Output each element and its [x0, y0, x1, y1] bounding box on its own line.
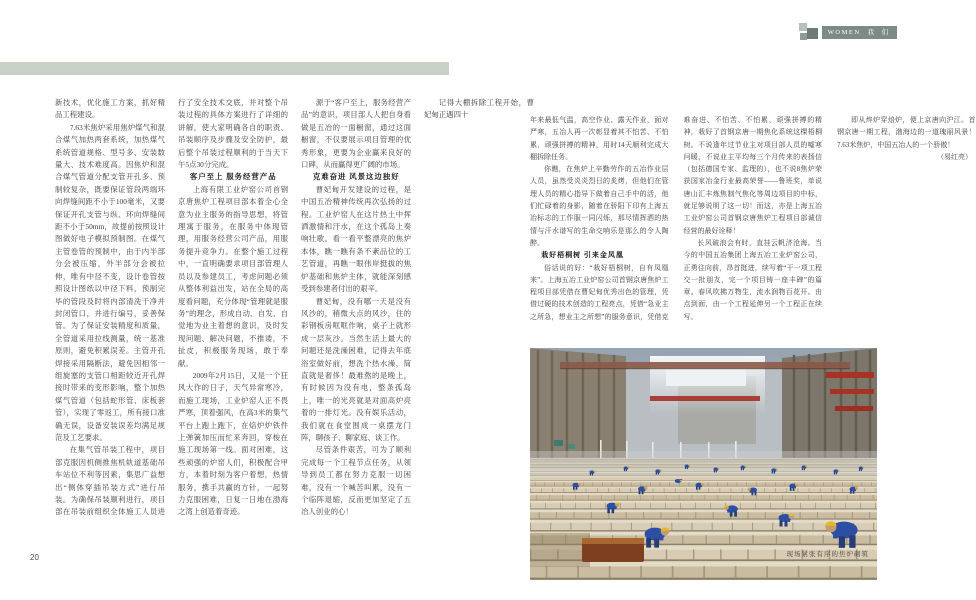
article-photo	[530, 348, 877, 567]
section-title-en: WOMEN	[827, 29, 861, 36]
article-paragraph: 在集气管吊装工程中，项目部克服因机侧推焦机轨道基础吊车站位不利等因素，集思广益想出“侧体穿插吊装方式”进行吊装。为确保吊装顺利进行，项目部在吊装前组织全体施工人员进行了安全技术交底，并对整个吊装过程的具体方案进行了详细的讲解，使大家明确各自的职责、吊装顺序及步骤及安全防护，最后整个吊装过程顺利的于当天下午5点30分完成。	[55, 98, 288, 517]
article-paragraph: 源于“客户至上，服务经营产品”的意识，项目部人人把自身看做是五冶的一面橱窗，通过这面橱窗，不仅要展示项目管理的优秀形象，更要为企业赢来良好的口碑，从而赢得更广阔的市场。	[301, 98, 411, 170]
section-header-bar	[822, 26, 897, 39]
article-paragraph: 俗话说的好：“栽好梧桐树，自有凤凰来”。上海五冶工业炉窑公司首钢京唐焦炉工程项目部凭借在曹妃甸优秀出色的管理，凭借过硬的技术创造的工程亮点，凭借“急业主之所急，想业主之所想”的服务意识，凭借克难奋进、不怕苦、不怕累、顽强拼搏的精神，栽好了首钢京唐一期焦化系统这棵梧桐树。不说逢年过节业主对项目部人员的嘘寒问暖，不说业主平均每三个月传来的表扬信（包括德国专家、监理的），也不说8焦炉荣获国家冶金行业最高荣誉——鲁班奖，单说唐山汇丰炼焦制气焦化等周边项目的中标，就足够说明了这一切！而这，亦是上海五冶工业炉窑公司首钢京唐焦炉工程项目部诚信经营的最好诠释！	[530, 116, 822, 321]
article-paragraph: 即从焠炉穿焙炉，便上京唐向沪江。首钢京唐一期工程，渤海边的一道瑰丽风景！7.63米焦炉，中国五冶人的一个骄傲！	[837, 116, 976, 149]
photo-crane-beam	[560, 362, 850, 368]
article-paragraph: 尽管条件艰苦，可为了顺利完成每一个工程节点任务，从领导到员工都在努力克服一切困难，没有一个喊苦叫累，没有一个临阵退缩，反而更加坚定了五冶人创业的心！	[301, 445, 411, 517]
left-page-article-text	[55, 97, 534, 521]
page-number: 20	[30, 553, 39, 562]
photo-red-banner-right-1	[826, 372, 874, 378]
header-checker-square-light	[799, 23, 807, 31]
photo-back-wall	[626, 356, 782, 466]
photo-mortar-trough	[582, 538, 644, 562]
article-heading: 克难奋进 风景这边独好	[312, 172, 400, 182]
photo-red-banner-right-3	[835, 406, 873, 411]
article-paragraph: 你瞧，在焦炉上辛勤劳作的五冶作业层人员，虽然受炎炎烈日的炙烤，但他们在管理人员的精心指导下做着自己手中的活，他们忙碌着的身影，随着在骄阳下印有上海五冶标志的工作服一同闪烁，那尽情挥洒的热情与汗水谱写的生命交响乐是那么的令人陶醉。	[530, 165, 669, 247]
article-paragraph: 记得大棚拆除工程开始，曹妃甸正遇四十	[424, 98, 534, 120]
header-checker-square-mid	[800, 33, 807, 40]
article-heading: 栽好梧桐树 引来金凤凰	[541, 251, 624, 260]
article-paragraph: 年来最低气温，高空作业、露天作业，面对严寒，五冶人再一次彰显着其不怕苦、不怕累、顽强拼搏的精神，用时14天顺利完成大棚拆除任务。	[530, 116, 669, 161]
photo-red-banner-back	[650, 396, 760, 401]
article-byline: （易红亮）	[937, 152, 972, 161]
article-paragraph: 新技术，优化施工方案，抓好精品工程建设。	[55, 98, 165, 120]
right-page-article-text	[530, 114, 976, 332]
photo-caption: 现场紧张有序的焦炉砌筑	[786, 551, 869, 558]
article-paragraph: 曹妃甸，没有哪一天是没有风沙的，稍微大点的风沙，住的彩钢板房哐哐作响，桌子上就形成一层灰沙。当然生活上最大的问题还是洗澡困难，记得去年底浴室做好前，想洗个热水澡，简直就是奢侈！最难熬的是晚上，有时候因为没有电，整条孤岛上，唯一的光亮就是对面高炉亮着的一排灯光。没有娱乐活动，我们就在食堂围成一桌摆龙门阵，聊孩子、聊家庭、谈工作。	[301, 296, 411, 442]
header-checker-square-dark	[807, 28, 818, 39]
article-paragraph: 7.63米焦炉采用焦炉煤气和混合煤气加热两套系统，加热煤气系统管道规格、型号多、安装数量大、技术难度高。因焦炉和混合煤气管道分配支管开孔多、预制较复杂，既要保证管段两端环向焊缝间距不小于100毫米，又要保证开孔支管与纵、环向焊缝间距不小于50mm，故提前按照设计图做好电子模拟预制图。在煤气主管卷管的预制中，由于内半部分会被压缩，外半部分会被拉伸，唯有中径不变，设计卷管按照设计图纸以中径下料，预制完毕的管段及时将内部清洗干净并封闭管口，并进行编号，妥善保管。为了保证安装精度和质量，全管道采用拉线测量，统一基准原则，避免积累误差。主管开孔焊接采用隔断法，避免因相邻一组旋塞的支管口相距较近开孔焊接时带来的变形影响，整个加热煤气管道（包括蛇形管、床板套管），实现了零返工，所有接口准确无误，设备安装误差均满足规范及工艺要求。	[55, 122, 165, 442]
article-paragraph: 上海有限工业炉窑公司首钢京唐焦炉工程项目部本着全心全意为业主服务的指导思想，将管理寓于服务，在服务中体现管理，用服务经营公司产品，用服务提升竞争力。在整个施工过程中，一直明确要求项目部管理人员以及参建员工，考虑问题必须从整体利益出发，站在全局的高度看问题，充分体现“管理就是服务”的理念，形成自动、自发、自觉地为业主着想的意识，及时发现问题、解决问题，不推诿，不扯皮，积极服务现场，敢于奉献。	[178, 184, 288, 368]
photo-red-banner-right-2	[830, 389, 874, 394]
article-paragraph: 长风破浪会有时，直挂云帆济沧海。当今的中国五冶集团上海五冶工业炉窑公司，正勇往向前，昂首挺进，续写着“干一项工程交一批朋友，完一个项目铸一座丰碑”的篇章。春风吹拂万物生，流水润物百花开。由点到面，由一个工程延伸另一个工程正在续写。	[683, 238, 822, 321]
section-title-cn: 我 们	[867, 29, 892, 36]
article-heading: 客户至上 服务经营产品	[189, 172, 277, 182]
article-paragraph: 曹妃甸开发建设的过程，是中国五冶精神传统再次弘扬的过程。工业炉窑人在这片热土中挥洒激情和汗水，在这个孤岛上奏响壮歌。看一看平整漂亮的焦炉本体，瞧一瞧有条不紊品位的工艺管道，再瞧一眼伟岸挺拔的焦炉基础和焦炉主体，就能深刻感受到参建者付出的艰辛。	[301, 184, 411, 294]
photo-illustration-coke-oven-bricklaying	[530, 348, 877, 567]
photo-distance-haze	[530, 451, 877, 477]
left-page-decorative-bar	[0, 62, 449, 75]
article-paragraph: 2009年2月15日，又是一个狂风大作的日子，天气异常寒冷，而施工现场，工业炉窑人正不畏严寒，顶着强风，在高3米的集气平台上跑上跑下，在焙炉炉铁件上弹簧加压而忙来奔回，穿梭在施工现场第一线。面对困难，这些顽强的炉窑人们，积极配合甲方，本着时刻为客户着想，热情服务，携手共赢的方针，一起努力克服困难，日复一日地在渤海之湾上创造着奇迹。	[178, 370, 288, 517]
